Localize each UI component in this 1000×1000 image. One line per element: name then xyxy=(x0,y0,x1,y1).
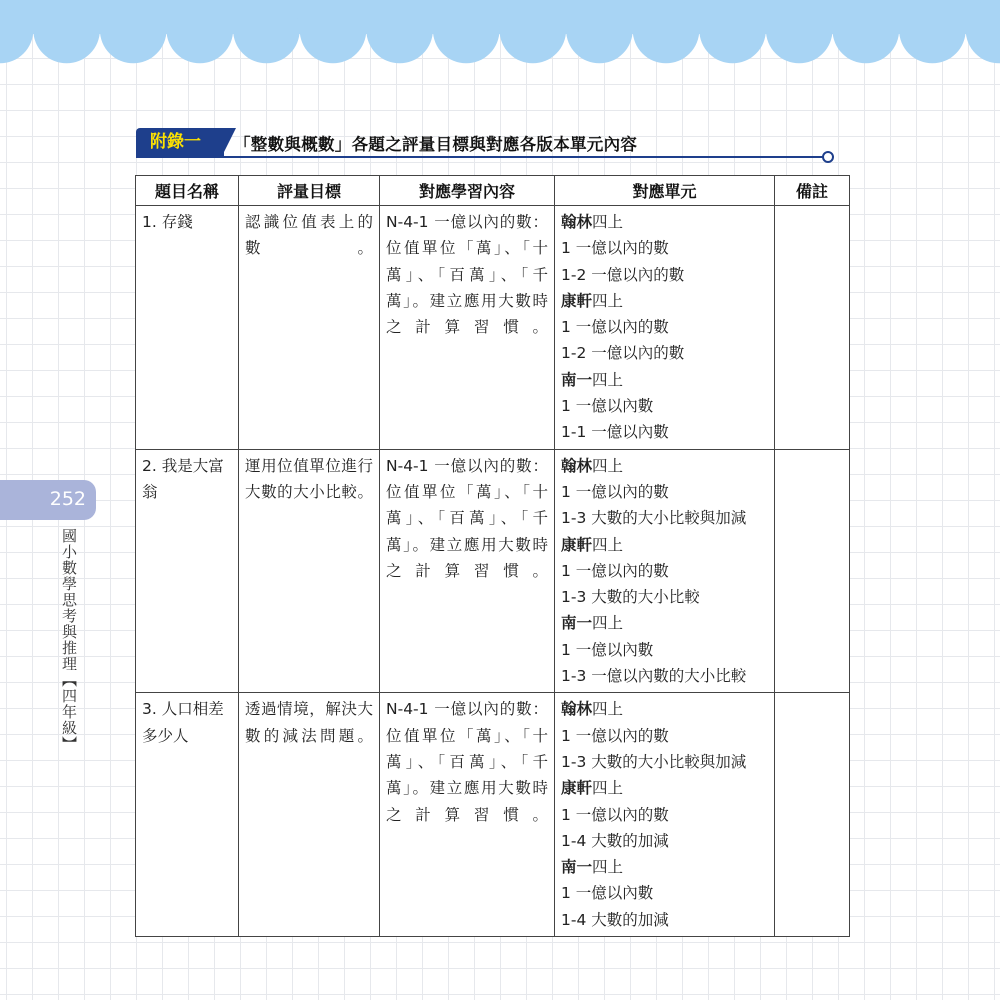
appendix-title-bar xyxy=(136,128,836,162)
learning-content-cell: N-4-1 一億以內的數：位值單位「萬」、「十萬」、「百萬」、「千萬」。建立應用大數時之計算習慣。 xyxy=(380,449,555,693)
note-cell xyxy=(775,693,850,937)
grade-label: 四上 xyxy=(592,779,624,798)
scallop-bump xyxy=(699,0,766,63)
scallop-bump xyxy=(500,0,567,63)
assessment-table xyxy=(135,175,850,937)
table-row xyxy=(136,206,850,450)
table-header-row xyxy=(136,176,850,206)
page-number: 252 xyxy=(49,488,86,510)
unit-line: 1 一億以內的數 xyxy=(561,239,669,258)
grade-label: 四上 xyxy=(592,614,624,633)
grade-label: 四上 xyxy=(592,700,624,719)
learning-content-cell: N-4-1 一億以內的數：位值單位「萬」、「十萬」、「百萬」、「千萬」。建立應用大數時之計算習慣。 xyxy=(380,693,555,937)
title-underline xyxy=(136,156,824,158)
publisher-line xyxy=(561,453,768,479)
unit-line: 1-3 大數的大小比較 xyxy=(561,588,700,607)
unit-line: 1 一億以內數 xyxy=(561,884,654,903)
scallop-bump xyxy=(366,0,433,63)
publisher-line xyxy=(561,610,768,636)
publisher-name: 康軒 xyxy=(561,779,593,798)
scallop-bump xyxy=(766,0,833,63)
publisher-name: 翰林 xyxy=(561,700,593,719)
unit-line: 1-3 大數的大小比較與加減 xyxy=(561,509,747,528)
scallop-bump xyxy=(833,0,900,63)
publisher-name: 南一 xyxy=(561,858,593,877)
grade-label: 四上 xyxy=(592,213,624,231)
question-name-cell: 3. 人口相差多少人 xyxy=(136,693,239,937)
note-cell xyxy=(775,206,850,450)
book-title-vertical: 國小數學思考與推理【四年級】 xyxy=(60,528,78,752)
publisher-line xyxy=(561,854,768,880)
grade-label: 四上 xyxy=(592,291,624,310)
scallop-bump xyxy=(433,0,500,63)
unit-line: 1 一億以內的數 xyxy=(561,726,669,745)
unit-line: 1 一億以內的數 xyxy=(561,805,669,824)
grade-label: 四上 xyxy=(592,535,624,554)
unit-line: 1 一億以內的數 xyxy=(561,482,669,501)
question-name-cell: 2. 我是大富翁 xyxy=(136,449,239,693)
appendix-badge: 附錄一 xyxy=(136,128,224,156)
corresponding-units-cell xyxy=(555,206,775,450)
title-line-end-dot xyxy=(822,151,834,163)
publisher-name: 南一 xyxy=(561,614,593,633)
header-corresponding-unit: 對應單元 xyxy=(555,176,775,206)
header-assessment-goal: 評量目標 xyxy=(239,176,380,206)
publisher-name: 康軒 xyxy=(561,291,593,310)
publisher-name: 翰林 xyxy=(561,456,593,475)
scallop-bump xyxy=(899,0,966,63)
publisher-name: 康軒 xyxy=(561,535,593,554)
scallop-bump xyxy=(33,0,100,63)
corresponding-units-cell xyxy=(555,693,775,937)
unit-line: 1-2 一億以內的數 xyxy=(561,344,685,363)
grade-label: 四上 xyxy=(592,858,624,877)
unit-line: 1-3 一億以內數的大小比較 xyxy=(561,667,747,686)
publisher-name: 翰林 xyxy=(561,213,593,231)
table-row xyxy=(136,693,850,937)
scallop-bump xyxy=(167,0,234,63)
unit-line: 1-3 大數的大小比較與加減 xyxy=(561,752,747,771)
scallop-bump xyxy=(100,0,167,63)
scallop-bump xyxy=(566,0,633,63)
unit-line: 1-4 大數的加減 xyxy=(561,831,669,850)
question-name-cell: 1. 存錢 xyxy=(136,206,239,450)
assessment-goal-cell: 透過情境，解決大數的減法問題。 xyxy=(239,693,380,937)
unit-line: 1-2 一億以內的數 xyxy=(561,265,685,284)
unit-line: 1 一億以內的數 xyxy=(561,318,669,337)
page-title: 「整數與概數」各題之評量目標與對應各版本單元內容 xyxy=(234,135,638,154)
unit-line: 1 一億以內數 xyxy=(561,640,654,659)
unit-line: 1 一億以內數 xyxy=(561,397,654,416)
publisher-line xyxy=(561,367,768,393)
publisher-line xyxy=(561,288,768,314)
publisher-line xyxy=(561,532,768,558)
assessment-goal-cell: 認識位值表上的數。 xyxy=(239,206,380,450)
scalloped-header xyxy=(0,0,1000,70)
unit-line: 1-1 一億以內數 xyxy=(561,423,669,442)
publisher-line xyxy=(561,775,768,801)
assessment-goal-cell: 運用位值單位進行大數的大小比較。 xyxy=(239,449,380,693)
unit-line: 1-4 大數的加減 xyxy=(561,910,669,929)
table-row xyxy=(136,449,850,693)
page-number-tab xyxy=(0,480,96,520)
scallop-bump xyxy=(633,0,700,63)
corresponding-units-cell xyxy=(555,449,775,693)
grade-label: 四上 xyxy=(592,370,624,389)
header-learning-content: 對應學習內容 xyxy=(380,176,555,206)
unit-line: 1 一億以內的數 xyxy=(561,561,669,580)
note-cell xyxy=(775,449,850,693)
header-note: 備註 xyxy=(775,176,850,206)
learning-content-cell: N-4-1 一億以內的數：位值單位「萬」、「十萬」、「百萬」、「千萬」。建立應用大數時之計算習慣。 xyxy=(380,206,555,450)
grade-label: 四上 xyxy=(592,456,624,475)
publisher-name: 南一 xyxy=(561,370,593,389)
header-question-name: 題目名稱 xyxy=(136,176,239,206)
publisher-line xyxy=(561,696,768,722)
scallop-bump xyxy=(233,0,300,63)
publisher-line xyxy=(561,209,768,235)
scallop-bump xyxy=(300,0,367,63)
